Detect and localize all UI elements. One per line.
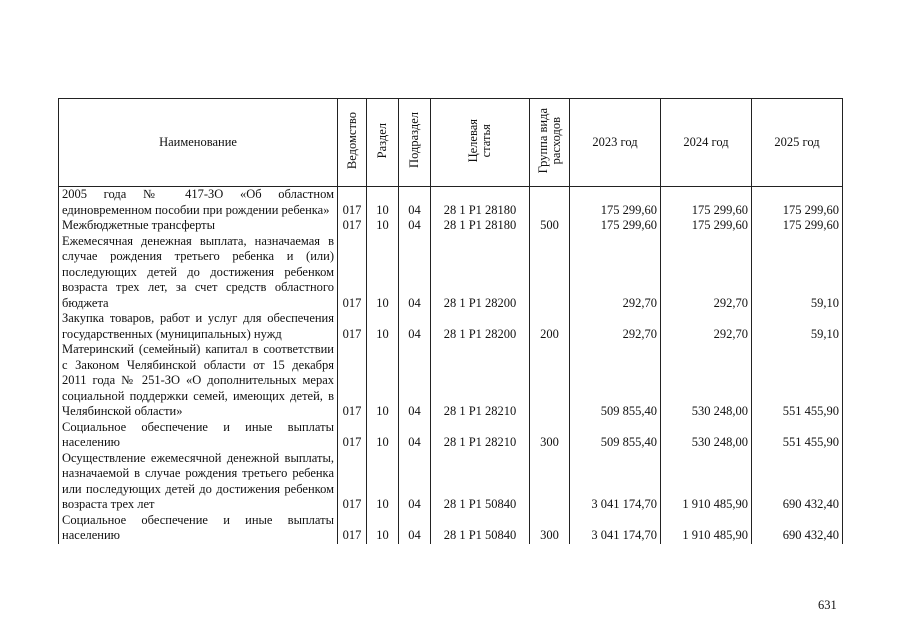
row-razdel: 10: [367, 513, 399, 544]
row-value-2023: 509 855,40: [570, 342, 661, 420]
row-value-2025: 551 455,90: [752, 342, 843, 420]
row-target-article: 28 1 P1 50840: [431, 513, 530, 544]
row-value-2023: 175 299,60: [570, 218, 661, 234]
row-podrazdel: 04: [399, 420, 431, 451]
row-name: Осуществление ежемесячной денежной выплаты, назначаемой в случае рождения третьего ребенка или последующих детей до достижения ребенком возраста трех лет: [59, 451, 338, 513]
table-row: [59, 342, 843, 420]
row-vedomstvo: 017: [338, 311, 367, 342]
row-vedomstvo: 017: [338, 451, 367, 513]
row-vedomstvo: 017: [338, 218, 367, 234]
row-value-2024: 530 248,00: [661, 342, 752, 420]
row-vedomstvo: 017: [338, 187, 367, 219]
row-podrazdel: 04: [399, 342, 431, 420]
row-value-2025: 175 299,60: [752, 218, 843, 234]
row-expense-group: [530, 187, 570, 219]
row-value-2024: 1 910 485,90: [661, 451, 752, 513]
row-value-2024: 530 248,00: [661, 420, 752, 451]
row-expense-group: 300: [530, 420, 570, 451]
row-podrazdel: 04: [399, 234, 431, 312]
row-razdel: 10: [367, 234, 399, 312]
header-target-article: Целевая статья: [431, 99, 530, 187]
row-value-2023: 292,70: [570, 311, 661, 342]
row-target-article: 28 1 P1 28210: [431, 420, 530, 451]
row-target-article: 28 1 P1 28180: [431, 187, 530, 219]
table-row: [59, 218, 843, 234]
row-target-article: 28 1 P1 28210: [431, 342, 530, 420]
row-name: Межбюджетные трансферты: [59, 218, 338, 234]
row-vedomstvo: 017: [338, 513, 367, 544]
row-expense-group: [530, 342, 570, 420]
row-value-2023: 3 041 174,70: [570, 513, 661, 544]
row-vedomstvo: 017: [338, 234, 367, 312]
row-podrazdel: 04: [399, 218, 431, 234]
row-name: Ежемесячная денежная выплата, назначаемая в случае рождения третьего ребенка и (или) последующих детей до достижения ребенком возраста трех лет, за счет средств областного бюджета: [59, 234, 338, 312]
row-value-2024: 175 299,60: [661, 218, 752, 234]
header-year-2025: 2025 год: [752, 99, 843, 187]
row-value-2024: 292,70: [661, 311, 752, 342]
row-razdel: 10: [367, 420, 399, 451]
row-razdel: 10: [367, 342, 399, 420]
row-name: Закупка товаров, работ и услуг для обеспечения государственных (муниципальных) нужд: [59, 311, 338, 342]
row-expense-group: [530, 451, 570, 513]
header-year-2023: 2023 год: [570, 99, 661, 187]
header-expense-group: Группа вида расходов: [530, 99, 570, 187]
row-target-article: 28 1 P1 28180: [431, 218, 530, 234]
row-podrazdel: 04: [399, 187, 431, 219]
row-podrazdel: 04: [399, 311, 431, 342]
header-year-2024: 2024 год: [661, 99, 752, 187]
row-value-2023: 175 299,60: [570, 187, 661, 219]
header-podrazdel: Подраздел: [399, 99, 431, 187]
row-value-2024: 292,70: [661, 234, 752, 312]
row-target-article: 28 1 P1 28200: [431, 234, 530, 312]
header-name: Наименование: [59, 99, 338, 187]
row-target-article: 28 1 P1 50840: [431, 451, 530, 513]
row-value-2025: 551 455,90: [752, 420, 843, 451]
row-expense-group: 300: [530, 513, 570, 544]
row-razdel: 10: [367, 218, 399, 234]
row-razdel: 10: [367, 187, 399, 219]
row-target-article: 28 1 P1 28200: [431, 311, 530, 342]
row-value-2023: 292,70: [570, 234, 661, 312]
row-value-2025: 690 432,40: [752, 451, 843, 513]
row-razdel: 10: [367, 451, 399, 513]
row-name: Материнский (семейный) капитал в соответствии с Законом Челябинской области от 15 декабря 2011 года № 251-ЗО «О дополнительных мерах социальной поддержки семей, имеющих детей, в Челябинской области»: [59, 342, 338, 420]
header-vedomstvo: Ведомство: [338, 99, 367, 187]
row-value-2024: 175 299,60: [661, 187, 752, 219]
row-value-2024: 1 910 485,90: [661, 513, 752, 544]
row-expense-group: 500: [530, 218, 570, 234]
row-value-2023: 3 041 174,70: [570, 451, 661, 513]
table-header-row: [59, 99, 843, 187]
row-vedomstvo: 017: [338, 342, 367, 420]
table-row: [59, 513, 843, 544]
budget-table: [58, 98, 843, 544]
row-name: Социальное обеспечение и иные выплаты населению: [59, 420, 338, 451]
row-expense-group: [530, 234, 570, 312]
row-value-2023: 509 855,40: [570, 420, 661, 451]
table-row: [59, 420, 843, 451]
row-vedomstvo: 017: [338, 420, 367, 451]
row-value-2025: 59,10: [752, 311, 843, 342]
table-row: [59, 234, 843, 312]
row-name: 2005 года № 417-ЗО «Об областном единовременном пособии при рождении ребенка»: [59, 187, 338, 219]
row-podrazdel: 04: [399, 451, 431, 513]
row-razdel: 10: [367, 311, 399, 342]
page-number: 631: [818, 598, 837, 612]
row-value-2025: 59,10: [752, 234, 843, 312]
row-value-2025: 690 432,40: [752, 513, 843, 544]
row-expense-group: 200: [530, 311, 570, 342]
table-row: [59, 451, 843, 513]
table-row: [59, 311, 843, 342]
row-name: Социальное обеспечение и иные выплаты населению: [59, 513, 338, 544]
header-razdel: Раздел: [367, 99, 399, 187]
row-value-2025: 175 299,60: [752, 187, 843, 219]
row-podrazdel: 04: [399, 513, 431, 544]
table-row: [59, 187, 843, 219]
